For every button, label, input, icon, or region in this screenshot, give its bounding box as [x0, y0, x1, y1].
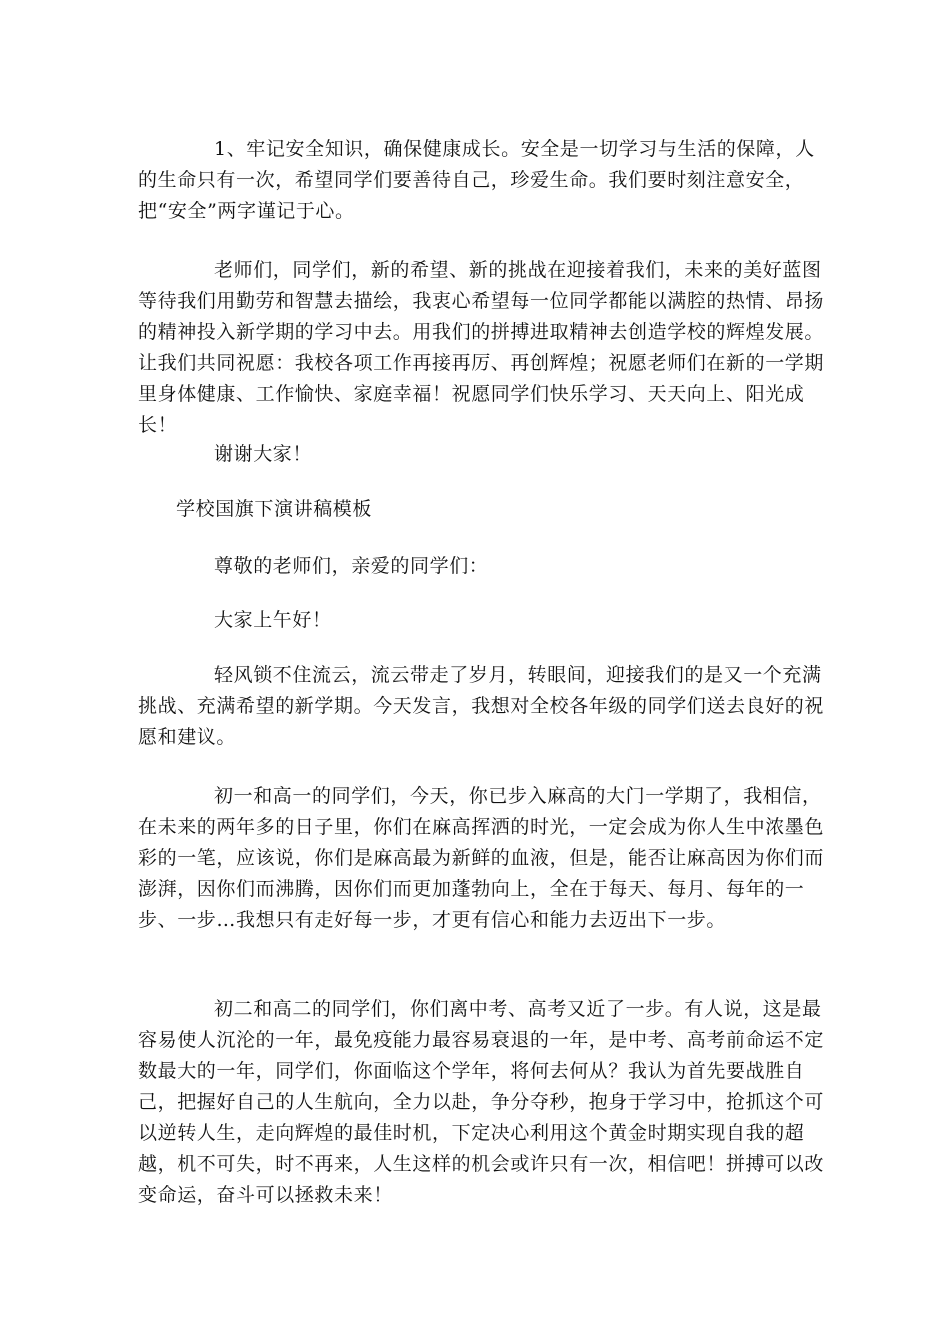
paragraph-closing-wishes: 老师们，同学们，新的希望、新的挑战在迎接着我们，未来的美好蓝图等待我们用勤劳和智慧去描绘，我衷心希望每一位同学都能以满腔的热情、昂扬的精神投入新学期的学习中去。用我们的拼搏进取精神去创造学校的辉煌发展。让我们共同祝愿：我校各项工作再接再厉、再创辉煌；祝愿老师们在新的一学期里身体健康、工作愉快、家庭幸福！祝愿同学们快乐学习、天天向上、阳光成长！: [138, 259, 825, 436]
paragraph-intro: 轻风锁不住流云，流云带走了岁月，转眼间，迎接我们的是又一个充满挑战、充满希望的新学期。今天发言，我想对全校各年级的同学们送去良好的祝愿和建议。: [138, 664, 825, 748]
paragraph-greeting: 大家上午好！: [214, 609, 332, 631]
paragraph-grade-two: 初二和高二的同学们，你们离中考、高考又近了一步。有人说，这是最容易使人沉沦的一年，最免疫能力最容易衰退的一年，是中考、高考前命运不定数最大的一年，同学们，你面临这个学年，将何去何从？我认为首先要战胜自己，把握好自己的人生航向，全力以赴，争分夺秒，抱身于学习中，抢抓这个可以逆转人生，走向辉煌的最佳时机，下定决心利用这个黄金时期实现自我的超越，机不可失，时不再来，人生这样的机会或许只有一次，相信吧！拼搏可以改变命运，奋斗可以拯救未来！: [138, 998, 825, 1206]
section-title: 学校国旗下演讲稿模板: [176, 498, 373, 520]
paragraph-salutation: 尊敬的老师们，亲爱的同学们：: [214, 555, 489, 577]
paragraph-thanks: 谢谢大家！: [214, 443, 313, 465]
paragraph-safety: 1、牢记安全知识，确保健康成长。安全是一切学习与生活的保障，人的生命只有一次，希望同学们要善待自己，珍爱生命。我们要时刻注意安全，把“安全”两字谨记于心。: [138, 138, 815, 222]
paragraph-grade-one: 初一和高一的同学们，今天，你已步入麻高的大门一学期了，我相信，在未来的两年多的日子里，你们在麻高挥洒的时光，一定会成为你人生中浓墨色彩的一笔，应该说，你们是麻高最为新鲜的血液，但是，能否让麻高因为你们而澎湃，因你们而沸腾，因你们而更加蓬勃向上，全在于每天、每月、每年的一步、一步…我想只有走好每一步，才更有信心和能力去迈出下一步。: [138, 785, 825, 931]
